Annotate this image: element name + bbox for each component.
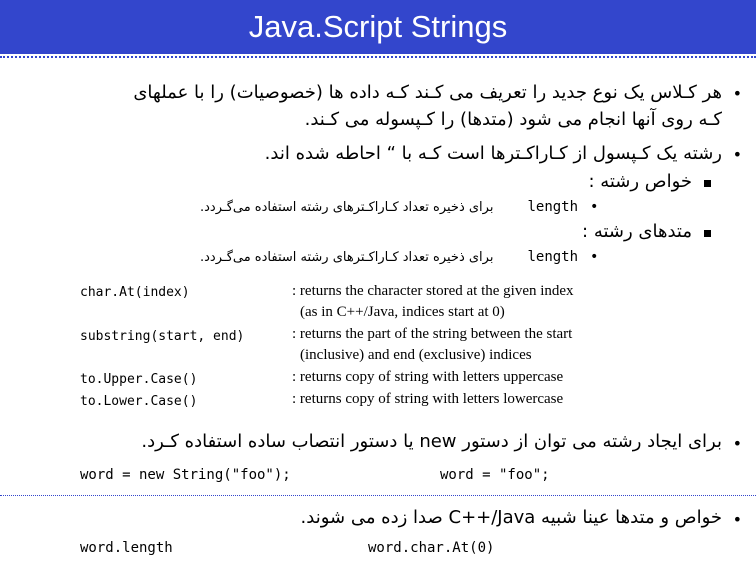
method-name-touppercase: to.Upper.Case()	[80, 372, 198, 387]
method-desc-touppercase	[292, 367, 563, 388]
props-heading: خواص رشته :	[588, 171, 692, 192]
method-desc-tolowercase	[292, 389, 563, 410]
bullet-dot: •	[732, 510, 742, 529]
bullet-dot: •	[732, 84, 742, 103]
bullet3-text: برای ایجاد رشته می توان از دستور new یا دستور انتصاب ساده استفاده کـرد.	[141, 431, 722, 452]
method-desc-substring	[292, 324, 572, 366]
methods-heading: متدهای رشته :	[582, 221, 692, 242]
code-charat: word.char.At(0)	[368, 540, 495, 556]
bullet-dot: •	[732, 145, 742, 164]
code-length: word.length	[80, 540, 173, 556]
code-new-string: word = new String("foo");	[80, 467, 291, 483]
bullet4-text: خواص و متدها عینا شبیه C++/Java صدا زده می شوند.	[300, 507, 722, 528]
square-bullet	[704, 230, 711, 237]
method-desc-line: (as in C++/Java, indices start at 0)	[300, 304, 505, 320]
bullet-dot: •	[732, 434, 742, 453]
title-divider	[0, 56, 756, 58]
props-item-code: length	[527, 199, 579, 215]
methods-item-text: برای ذخیره تعداد کـاراکـترهای رشته استفاده می‌گـردد.	[200, 250, 494, 265]
props-item-text: برای ذخیره تعداد کـاراکـترهای رشته استفاده می‌گـردد.	[200, 200, 494, 215]
bullet1-line1: هر کـلاس یک نوع جدید را تعریف می کـند کـه داده ها (خصوصیات) را با عملهای	[133, 82, 722, 103]
method-name-tolowercase: to.Lower.Case()	[80, 394, 198, 409]
method-desc-line: : returns the part of the string between the start	[292, 326, 573, 342]
slide-title: Java.Script Strings	[0, 0, 756, 54]
method-desc-charat	[292, 281, 574, 323]
section-divider	[0, 495, 756, 496]
square-bullet	[704, 180, 711, 187]
item-dot: •	[590, 249, 599, 265]
bullet1-line2: کـه روی آنها انجام می شود (متدها) را کـپسوله می کـند.	[304, 109, 722, 130]
method-desc-line: (inclusive) and end (exclusive) indices	[300, 347, 532, 363]
props-item	[200, 199, 598, 215]
method-desc-line: : returns copy of string with letters uppercase	[292, 369, 564, 385]
item-dot: •	[590, 199, 599, 215]
bullet2-text: رشته یک کـپسول از کـاراکـترها است کـه با “ احاطه شده اند.	[264, 143, 722, 164]
code-literal: word = "foo";	[440, 467, 550, 483]
methods-item	[200, 249, 598, 265]
method-name-substring: substring(start, end)	[80, 329, 245, 344]
method-desc-line: : returns the character stored at the given index	[292, 283, 574, 299]
methods-item-code: length	[527, 249, 579, 265]
method-name-charat: char.At(index)	[80, 285, 190, 300]
method-desc-line: : returns copy of string with letters lowercase	[292, 391, 564, 407]
